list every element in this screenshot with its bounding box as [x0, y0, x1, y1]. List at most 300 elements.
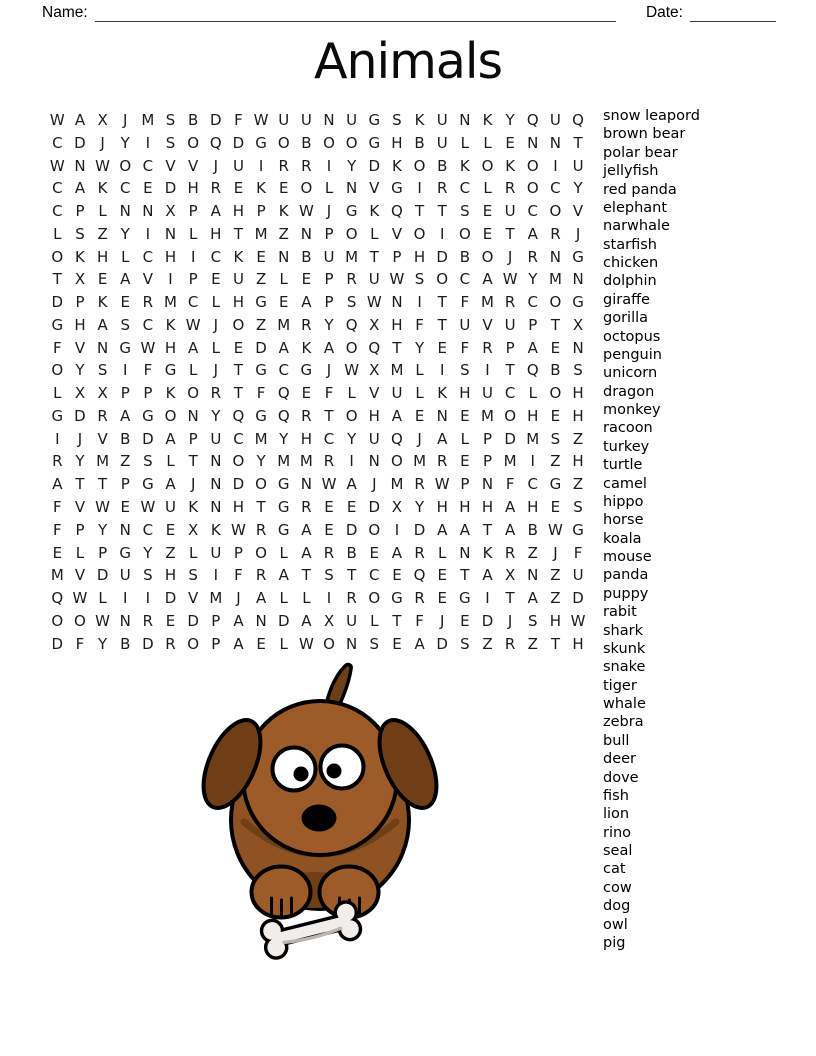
- grid-letter[interactable]: V: [97, 429, 108, 448]
- grid-letter[interactable]: C: [142, 247, 154, 266]
- grid-letter[interactable]: L: [460, 429, 470, 448]
- grid-letter[interactable]: O: [413, 224, 426, 243]
- grid-letter[interactable]: O: [549, 202, 562, 221]
- grid-letter[interactable]: Y: [256, 452, 266, 471]
- grid-letter[interactable]: B: [120, 634, 131, 653]
- grid-letter[interactable]: L: [53, 384, 62, 403]
- grid-letter[interactable]: Q: [526, 111, 539, 129]
- grid-letter[interactable]: C: [459, 179, 471, 198]
- grid-letter[interactable]: E: [392, 634, 402, 653]
- grid-letter[interactable]: A: [346, 475, 357, 494]
- grid-letter[interactable]: L: [98, 202, 107, 221]
- grid-letter[interactable]: E: [414, 406, 425, 425]
- grid-letter[interactable]: E: [460, 611, 470, 630]
- grid-letter[interactable]: Y: [505, 111, 515, 129]
- grid-letter[interactable]: L: [279, 543, 288, 562]
- grid-letter[interactable]: G: [51, 406, 64, 425]
- grid-letter[interactable]: N: [549, 247, 562, 266]
- grid-letter[interactable]: K: [97, 179, 108, 198]
- grid-letter[interactable]: H: [368, 406, 380, 425]
- grid-letter[interactable]: T: [52, 270, 62, 289]
- grid-letter[interactable]: R: [52, 452, 63, 471]
- grid-letter[interactable]: I: [394, 520, 400, 539]
- grid-letter[interactable]: N: [210, 452, 222, 471]
- grid-letter[interactable]: O: [187, 384, 200, 403]
- grid-letter[interactable]: F: [324, 384, 334, 403]
- grid-letter[interactable]: S: [460, 202, 470, 221]
- grid-letter[interactable]: D: [232, 475, 245, 494]
- grid-letter[interactable]: F: [53, 498, 62, 517]
- grid-letter[interactable]: W: [95, 156, 111, 175]
- grid-letter[interactable]: H: [232, 498, 245, 517]
- grid-letter[interactable]: W: [366, 293, 382, 312]
- grid-letter[interactable]: W: [95, 611, 111, 630]
- grid-letter[interactable]: B: [459, 247, 470, 266]
- grid-letter[interactable]: N: [300, 224, 312, 243]
- grid-letter[interactable]: M: [50, 566, 64, 585]
- grid-letter[interactable]: J: [507, 611, 513, 630]
- grid-letter[interactable]: T: [437, 293, 447, 312]
- grid-letter[interactable]: H: [391, 315, 403, 334]
- grid-letter[interactable]: V: [74, 498, 86, 517]
- grid-letter[interactable]: Y: [143, 543, 153, 562]
- grid-letter[interactable]: D: [187, 611, 199, 630]
- grid-letter[interactable]: S: [573, 498, 583, 517]
- grid-letter[interactable]: S: [143, 566, 153, 585]
- grid-letter[interactable]: E: [233, 179, 244, 198]
- grid-letter[interactable]: O: [368, 520, 381, 539]
- grid-letter[interactable]: F: [143, 361, 153, 380]
- grid-letter[interactable]: R: [255, 520, 267, 539]
- grid-letter[interactable]: N: [74, 156, 86, 175]
- grid-letter[interactable]: E: [505, 133, 515, 152]
- grid-letter[interactable]: A: [301, 611, 312, 630]
- grid-letter[interactable]: E: [324, 520, 334, 539]
- grid-letter[interactable]: S: [188, 566, 198, 585]
- grid-letter[interactable]: D: [51, 634, 64, 653]
- grid-letter[interactable]: P: [120, 384, 130, 403]
- grid-letter[interactable]: W: [547, 520, 563, 539]
- grid-letter[interactable]: B: [188, 111, 199, 129]
- grid-letter[interactable]: Z: [255, 270, 267, 289]
- grid-letter[interactable]: Q: [526, 361, 539, 380]
- grid-letter[interactable]: O: [164, 406, 177, 425]
- grid-letter[interactable]: P: [188, 270, 198, 289]
- grid-letter[interactable]: M: [481, 406, 494, 425]
- grid-letter[interactable]: Y: [347, 429, 357, 448]
- grid-letter[interactable]: I: [145, 589, 151, 608]
- grid-letter[interactable]: U: [459, 315, 471, 334]
- grid-letter[interactable]: R: [346, 270, 357, 289]
- grid-letter[interactable]: N: [346, 179, 358, 198]
- grid-letter[interactable]: D: [481, 611, 494, 630]
- grid-letter[interactable]: I: [145, 224, 151, 243]
- grid-letter[interactable]: O: [481, 156, 494, 175]
- grid-letter[interactable]: H: [96, 247, 109, 266]
- grid-letter[interactable]: K: [278, 202, 289, 221]
- grid-letter[interactable]: N: [459, 543, 471, 562]
- grid-letter[interactable]: Y: [211, 406, 221, 425]
- grid-letter[interactable]: L: [302, 589, 311, 608]
- grid-letter[interactable]: E: [256, 634, 266, 653]
- grid-letter[interactable]: E: [437, 589, 447, 608]
- grid-letter[interactable]: P: [143, 384, 153, 403]
- grid-letter[interactable]: N: [549, 133, 562, 152]
- grid-letter[interactable]: F: [573, 543, 583, 562]
- grid-letter[interactable]: A: [97, 315, 108, 334]
- grid-letter[interactable]: J: [213, 361, 219, 380]
- grid-letter[interactable]: R: [414, 475, 425, 494]
- grid-letter[interactable]: X: [572, 315, 584, 334]
- grid-letter[interactable]: B: [414, 133, 425, 152]
- grid-letter[interactable]: Q: [51, 589, 64, 608]
- grid-letter[interactable]: D: [504, 429, 516, 448]
- grid-letter[interactable]: D: [572, 589, 584, 608]
- grid-letter[interactable]: L: [166, 452, 175, 471]
- grid-letter[interactable]: O: [51, 611, 64, 630]
- grid-letter[interactable]: E: [460, 406, 470, 425]
- grid-letter[interactable]: A: [233, 634, 244, 653]
- grid-letter[interactable]: O: [345, 406, 358, 425]
- grid-letter[interactable]: W: [298, 202, 314, 221]
- grid-letter[interactable]: T: [482, 520, 493, 539]
- grid-letter[interactable]: M: [254, 224, 268, 243]
- grid-letter[interactable]: C: [459, 270, 471, 289]
- grid-letter[interactable]: Q: [572, 111, 584, 129]
- grid-letter[interactable]: H: [210, 224, 222, 243]
- grid-letter[interactable]: K: [75, 247, 85, 266]
- grid-letter[interactable]: T: [369, 247, 379, 266]
- grid-letter[interactable]: O: [51, 361, 64, 380]
- grid-letter[interactable]: N: [572, 338, 584, 357]
- grid-letter[interactable]: H: [527, 406, 539, 425]
- grid-letter[interactable]: I: [417, 179, 422, 198]
- grid-letter[interactable]: Z: [550, 566, 561, 585]
- grid-letter[interactable]: R: [436, 179, 448, 198]
- grid-letter[interactable]: M: [526, 429, 540, 448]
- grid-letter[interactable]: U: [232, 270, 244, 289]
- grid-letter[interactable]: M: [141, 111, 155, 129]
- grid-letter[interactable]: E: [460, 452, 470, 471]
- grid-letter[interactable]: J: [236, 589, 241, 608]
- grid-letter[interactable]: T: [505, 224, 515, 243]
- grid-letter[interactable]: E: [278, 293, 289, 312]
- grid-letter[interactable]: F: [234, 566, 243, 585]
- grid-letter[interactable]: O: [323, 634, 335, 653]
- grid-letter[interactable]: B: [527, 520, 538, 539]
- grid-letter[interactable]: U: [165, 498, 177, 517]
- grid-letter[interactable]: M: [96, 452, 110, 471]
- grid-letter[interactable]: Q: [345, 315, 358, 334]
- grid-letter[interactable]: G: [345, 202, 358, 221]
- grid-letter[interactable]: R: [301, 315, 312, 334]
- grid-letter[interactable]: H: [391, 133, 403, 152]
- grid-letter[interactable]: O: [51, 247, 64, 266]
- grid-letter[interactable]: F: [415, 611, 424, 630]
- grid-letter[interactable]: O: [345, 224, 358, 243]
- grid-letter[interactable]: R: [142, 293, 154, 312]
- grid-letter[interactable]: A: [210, 202, 221, 221]
- grid-letter[interactable]: T: [505, 589, 515, 608]
- grid-letter[interactable]: I: [326, 589, 332, 608]
- grid-letter[interactable]: T: [573, 133, 583, 152]
- grid-letter[interactable]: E: [301, 270, 312, 289]
- grid-letter[interactable]: M: [503, 452, 517, 471]
- grid-letter[interactable]: F: [505, 475, 515, 494]
- grid-letter[interactable]: S: [143, 452, 153, 471]
- grid-letter[interactable]: S: [75, 224, 85, 243]
- grid-letter[interactable]: R: [278, 156, 289, 175]
- grid-letter[interactable]: Y: [98, 634, 108, 653]
- grid-letter[interactable]: R: [504, 543, 516, 562]
- grid-letter[interactable]: G: [142, 475, 154, 494]
- grid-letter[interactable]: A: [233, 611, 244, 630]
- grid-letter[interactable]: Y: [347, 156, 357, 175]
- grid-letter[interactable]: G: [277, 520, 290, 539]
- grid-letter[interactable]: U: [232, 156, 244, 175]
- grid-letter[interactable]: P: [75, 202, 85, 221]
- grid-letter[interactable]: R: [301, 498, 312, 517]
- grid-letter[interactable]: G: [277, 475, 290, 494]
- grid-letter[interactable]: O: [481, 247, 494, 266]
- grid-letter[interactable]: G: [391, 589, 403, 608]
- grid-letter[interactable]: O: [74, 611, 86, 630]
- grid-letter[interactable]: J: [213, 156, 219, 175]
- grid-letter[interactable]: J: [190, 475, 196, 494]
- grid-letter[interactable]: A: [527, 224, 538, 243]
- grid-letter[interactable]: H: [164, 338, 177, 357]
- grid-letter[interactable]: H: [572, 452, 584, 471]
- grid-letter[interactable]: N: [210, 498, 222, 517]
- grid-letter[interactable]: K: [301, 338, 312, 357]
- grid-letter[interactable]: C: [504, 384, 516, 403]
- grid-letter[interactable]: A: [505, 498, 516, 517]
- grid-letter[interactable]: H: [232, 293, 245, 312]
- grid-letter[interactable]: W: [49, 156, 65, 175]
- grid-letter[interactable]: R: [346, 589, 357, 608]
- grid-letter[interactable]: X: [369, 361, 380, 380]
- grid-letter[interactable]: N: [391, 293, 403, 312]
- grid-letter[interactable]: Y: [75, 361, 85, 380]
- grid-letter[interactable]: K: [210, 520, 221, 539]
- grid-letter[interactable]: Y: [120, 224, 130, 243]
- grid-letter[interactable]: I: [326, 156, 332, 175]
- grid-letter[interactable]: P: [98, 543, 108, 562]
- grid-letter[interactable]: S: [324, 566, 334, 585]
- grid-letter[interactable]: S: [346, 293, 357, 312]
- grid-letter[interactable]: E: [97, 270, 108, 289]
- grid-letter[interactable]: G: [549, 475, 562, 494]
- grid-letter[interactable]: A: [188, 338, 199, 357]
- grid-letter[interactable]: E: [550, 498, 561, 517]
- grid-letter[interactable]: X: [165, 202, 176, 221]
- grid-letter[interactable]: A: [120, 270, 131, 289]
- grid-letter[interactable]: R: [210, 179, 222, 198]
- grid-letter[interactable]: F: [53, 338, 62, 357]
- grid-letter[interactable]: U: [549, 111, 561, 129]
- grid-letter[interactable]: D: [164, 179, 177, 198]
- grid-letter[interactable]: E: [550, 338, 561, 357]
- grid-letter[interactable]: R: [504, 634, 516, 653]
- grid-letter[interactable]: J: [575, 224, 581, 243]
- grid-letter[interactable]: O: [504, 406, 517, 425]
- grid-letter[interactable]: Z: [482, 634, 493, 653]
- grid-letter[interactable]: P: [256, 202, 266, 221]
- grid-letter[interactable]: M: [548, 270, 562, 289]
- grid-letter[interactable]: G: [51, 315, 64, 334]
- grid-letter[interactable]: N: [459, 111, 471, 129]
- grid-letter[interactable]: P: [482, 429, 493, 448]
- grid-letter[interactable]: F: [75, 634, 85, 653]
- grid-letter[interactable]: T: [437, 315, 447, 334]
- grid-letter[interactable]: X: [369, 315, 380, 334]
- grid-letter[interactable]: O: [549, 293, 562, 312]
- grid-letter[interactable]: L: [370, 611, 379, 630]
- grid-letter[interactable]: H: [572, 406, 584, 425]
- grid-letter[interactable]: A: [74, 179, 86, 198]
- grid-letter[interactable]: R: [550, 224, 561, 243]
- grid-letter[interactable]: P: [505, 338, 515, 357]
- grid-letter[interactable]: A: [437, 429, 448, 448]
- grid-letter[interactable]: U: [504, 315, 516, 334]
- grid-letter[interactable]: E: [256, 247, 266, 266]
- grid-letter[interactable]: Q: [391, 202, 403, 221]
- grid-letter[interactable]: C: [142, 156, 154, 175]
- grid-letter[interactable]: E: [120, 498, 130, 517]
- grid-letter[interactable]: O: [323, 133, 335, 152]
- grid-letter[interactable]: A: [323, 338, 335, 357]
- grid-letter[interactable]: Q: [413, 566, 426, 585]
- grid-letter[interactable]: D: [96, 566, 109, 585]
- grid-letter[interactable]: I: [123, 589, 128, 608]
- grid-letter[interactable]: G: [277, 498, 290, 517]
- grid-letter[interactable]: A: [527, 589, 538, 608]
- grid-letter[interactable]: T: [460, 566, 470, 585]
- grid-letter[interactable]: T: [324, 406, 334, 425]
- grid-letter[interactable]: P: [120, 475, 130, 494]
- grid-letter[interactable]: V: [74, 338, 86, 357]
- grid-letter[interactable]: E: [165, 520, 176, 539]
- grid-letter[interactable]: M: [390, 475, 404, 494]
- grid-letter[interactable]: A: [391, 406, 403, 425]
- grid-letter[interactable]: S: [165, 111, 176, 129]
- grid-letter[interactable]: U: [391, 384, 403, 403]
- grid-letter[interactable]: O: [526, 179, 539, 198]
- grid-letter[interactable]: T: [233, 361, 244, 380]
- grid-letter[interactable]: Z: [527, 634, 538, 653]
- grid-letter[interactable]: G: [572, 293, 584, 312]
- grid-letter[interactable]: J: [326, 361, 332, 380]
- grid-letter[interactable]: X: [97, 111, 108, 129]
- grid-letter[interactable]: L: [279, 634, 288, 653]
- grid-letter[interactable]: D: [255, 338, 267, 357]
- grid-letter[interactable]: O: [436, 270, 449, 289]
- grid-letter[interactable]: T: [301, 566, 311, 585]
- grid-letter[interactable]: Z: [572, 475, 584, 494]
- grid-letter[interactable]: U: [504, 202, 516, 221]
- grid-letter[interactable]: R: [436, 452, 448, 471]
- grid-letter[interactable]: O: [368, 589, 381, 608]
- grid-letter[interactable]: S: [97, 361, 108, 380]
- grid-letter[interactable]: U: [119, 566, 131, 585]
- grid-letter[interactable]: F: [460, 293, 470, 312]
- grid-letter[interactable]: Y: [414, 338, 425, 357]
- grid-letter[interactable]: A: [74, 111, 86, 129]
- grid-letter[interactable]: L: [211, 293, 220, 312]
- grid-letter[interactable]: D: [232, 133, 245, 152]
- grid-letter[interactable]: K: [414, 111, 425, 129]
- grid-letter[interactable]: K: [459, 156, 470, 175]
- grid-letter[interactable]: L: [324, 179, 334, 198]
- grid-letter[interactable]: V: [165, 156, 176, 175]
- grid-letter[interactable]: V: [369, 384, 380, 403]
- grid-letter[interactable]: G: [300, 361, 313, 380]
- grid-letter[interactable]: Y: [98, 520, 108, 539]
- grid-letter[interactable]: D: [164, 589, 177, 608]
- grid-letter[interactable]: N: [187, 406, 199, 425]
- grid-letter[interactable]: R: [301, 156, 312, 175]
- grid-letter[interactable]: G: [255, 133, 267, 152]
- grid-letter[interactable]: S: [460, 361, 470, 380]
- grid-letter[interactable]: L: [438, 543, 447, 562]
- grid-letter[interactable]: W: [140, 338, 156, 357]
- grid-letter[interactable]: P: [75, 520, 85, 539]
- grid-letter[interactable]: G: [368, 111, 381, 129]
- grid-letter[interactable]: G: [255, 293, 267, 312]
- grid-letter[interactable]: V: [369, 179, 380, 198]
- grid-letter[interactable]: P: [211, 611, 221, 630]
- grid-letter[interactable]: P: [188, 202, 198, 221]
- grid-letter[interactable]: F: [53, 520, 62, 539]
- grid-letter[interactable]: W: [253, 111, 269, 129]
- grid-letter[interactable]: N: [278, 247, 290, 266]
- grid-letter[interactable]: H: [527, 498, 539, 517]
- grid-letter[interactable]: R: [165, 634, 176, 653]
- grid-letter[interactable]: E: [233, 338, 244, 357]
- grid-letter[interactable]: R: [301, 406, 312, 425]
- grid-letter[interactable]: Z: [550, 452, 561, 471]
- grid-letter[interactable]: A: [278, 566, 289, 585]
- grid-letter[interactable]: E: [437, 566, 447, 585]
- grid-letter[interactable]: X: [504, 566, 516, 585]
- grid-letter[interactable]: X: [188, 520, 199, 539]
- grid-letter[interactable]: M: [209, 589, 223, 608]
- grid-letter[interactable]: W: [570, 611, 586, 630]
- grid-letter[interactable]: I: [553, 156, 558, 175]
- grid-letter[interactable]: N: [255, 611, 267, 630]
- grid-letter[interactable]: A: [527, 338, 538, 357]
- grid-letter[interactable]: H: [300, 429, 312, 448]
- grid-letter[interactable]: V: [74, 566, 86, 585]
- grid-letter[interactable]: D: [277, 611, 290, 630]
- grid-letter[interactable]: E: [369, 543, 380, 562]
- grid-letter[interactable]: Y: [279, 429, 289, 448]
- grid-letter[interactable]: C: [142, 520, 154, 539]
- grid-letter[interactable]: F: [415, 315, 424, 334]
- grid-letter[interactable]: P: [75, 293, 85, 312]
- grid-letter[interactable]: Y: [75, 452, 85, 471]
- grid-letter[interactable]: U: [323, 247, 335, 266]
- grid-letter[interactable]: Z: [165, 543, 176, 562]
- grid-letter[interactable]: U: [346, 111, 358, 129]
- grid-letter[interactable]: N: [368, 452, 380, 471]
- grid-letter[interactable]: I: [123, 361, 128, 380]
- grid-letter[interactable]: L: [75, 543, 85, 562]
- grid-letter[interactable]: A: [505, 520, 516, 539]
- grid-letter[interactable]: E: [143, 179, 153, 198]
- grid-letter[interactable]: N: [527, 133, 539, 152]
- grid-letter[interactable]: A: [255, 589, 267, 608]
